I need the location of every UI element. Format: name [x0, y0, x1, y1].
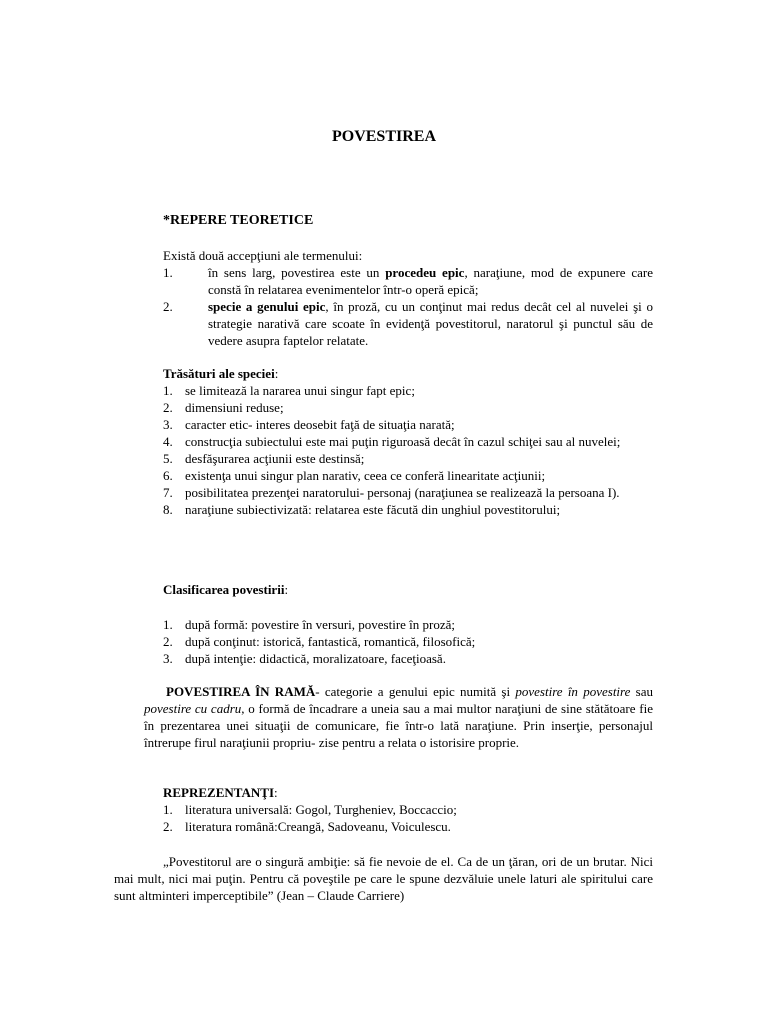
list-item: [163, 818, 653, 835]
closing-quote: [114, 853, 653, 904]
heading-colon: :: [274, 366, 279, 381]
list-item: [163, 450, 653, 467]
intro-text: Există două accepţiuni ale termenului:: [163, 248, 363, 263]
list-number: 1.: [163, 265, 173, 280]
heading-colon: :: [274, 785, 278, 800]
item-text: posibilitatea prezenţei naratorului- personaj (naraţiunea se realizează la persoana I).: [185, 485, 620, 500]
item-text: după intenţie: didactică, moralizatoare, faceţioasă.: [185, 651, 446, 666]
list-number: 7.: [163, 485, 173, 500]
item-text: literatura română:Creangă, Sadoveanu, Voiculescu.: [185, 819, 451, 834]
list-number: 2.: [163, 634, 173, 649]
item-text: caracter etic- interes deosebit faţă de situaţia narată;: [185, 417, 455, 432]
section-trasaturi: [163, 365, 653, 518]
item-text: naraţiune subiectivizată: relatarea este făcută din unghiul povestitorului;: [185, 502, 561, 517]
section-clasificare-list: [163, 616, 653, 667]
list-item: [163, 616, 653, 633]
list-item: [163, 484, 653, 501]
section-repere: [163, 212, 653, 229]
rama-italic-term: povestire în povestire: [515, 684, 631, 699]
list-item: [163, 501, 653, 518]
list-number: 6.: [163, 468, 173, 483]
list-number: 3.: [163, 651, 173, 666]
item-text: după formă: povestire în versuri, povestire în proză;: [185, 617, 456, 632]
list-item: [163, 633, 653, 650]
list-item: [163, 433, 653, 450]
list-item: [163, 382, 653, 399]
rama-text: - categorie a genului epic numită şi: [315, 684, 516, 699]
list-number: 1.: [163, 802, 173, 817]
list-number: 2.: [163, 400, 173, 415]
section-reprezentanti: [163, 784, 653, 835]
rama-text: sau: [630, 684, 653, 699]
section-heading: Trăsături ale speciei: [163, 366, 275, 381]
item-text: existenţa unui singur plan narativ, ceea ce conferă linearitate acţiunii;: [185, 468, 546, 483]
list-number: 2.: [163, 299, 173, 314]
rama-paragraph: [144, 683, 653, 751]
section-heading: REPREZENTANŢI: [163, 785, 275, 800]
section-povestirea-in-rama: [144, 683, 653, 751]
list-number: 3.: [163, 417, 173, 432]
list-number: 5.: [163, 451, 173, 466]
list-number: 8.: [163, 502, 173, 517]
page-title: POVESTIREA: [331, 128, 437, 145]
item-text: , în proză, cu un conţinut mai redus decât cel al nuvelei şi o strategie narativă care scoate în evidenţă povestitorul, naratorul şi punctul său de vedere asupra faptelor relatate.: [208, 299, 653, 348]
rama-bold-term: POVESTIREA ÎN RAMĂ: [166, 684, 316, 699]
item-text: literatura universală: Gogol, Turgheniev, Boccaccio;: [185, 802, 457, 817]
list-item: [163, 650, 653, 667]
section-repere-body: [163, 247, 653, 349]
list-item: [163, 801, 653, 818]
quote-text: „Povestitorul are o singură ambiţie: să fie nevoie de el. Ca de un ţăran, ori de un brutar. Nici mai mult, nici mai puţin. Pentru că poveştile pe care le spune dezvăluie unele laturi ale spiritului care sunt altminteri imperceptibile” (Jean – Claude Carriere): [114, 854, 653, 903]
list-number: 1.: [163, 383, 173, 398]
rama-text: , o formă de încadrare a uneia sau a mai multor naraţiuni de sine stătătoare fie în prezentarea unei situaţii de comunicare, fie într-o lată naraţiune. Prin inserţie, personajul întrerupe firul naraţiunii propriu- zise pentru a relata o istorisire proprie.: [144, 701, 653, 750]
list-number: 1.: [163, 617, 173, 632]
heading-colon: :: [284, 582, 289, 597]
section-heading: *REPERE TEORETICE: [163, 213, 314, 228]
section-heading: Clasificarea povestirii: [163, 582, 285, 597]
item-text: în sens larg, povestirea este un: [208, 265, 386, 280]
item-text: se limitează la nararea unui singur fapt epic;: [185, 383, 415, 398]
item-text: construcţia subiectului este mai puţin riguroasă decât în cazul schiţei sau al nuvelei;: [185, 434, 621, 449]
item-text: după conţinut: istorică, fantastică, romantică, filosofică;: [185, 634, 476, 649]
list-item: [163, 416, 653, 433]
item-text: , naraţiune, mod de expunere care constă în relatarea evenimentelor într-o operă epică;: [208, 265, 653, 297]
list-item: [163, 467, 653, 484]
list-number: 4.: [163, 434, 173, 449]
item-bold-term: specie a genului epic: [208, 299, 326, 314]
item-text: dimensiuni reduse;: [185, 400, 284, 415]
rama-italic-term: povestire cu cadru: [144, 701, 242, 716]
list-item: [163, 264, 653, 298]
list-item: [163, 298, 653, 349]
list-number: 2.: [163, 819, 173, 834]
item-text: desfăşurarea acţiunii este destinsă;: [185, 451, 365, 466]
item-bold-term: procedeu epic: [385, 265, 465, 280]
section-clasificare: [163, 581, 653, 598]
list-item: [163, 399, 653, 416]
